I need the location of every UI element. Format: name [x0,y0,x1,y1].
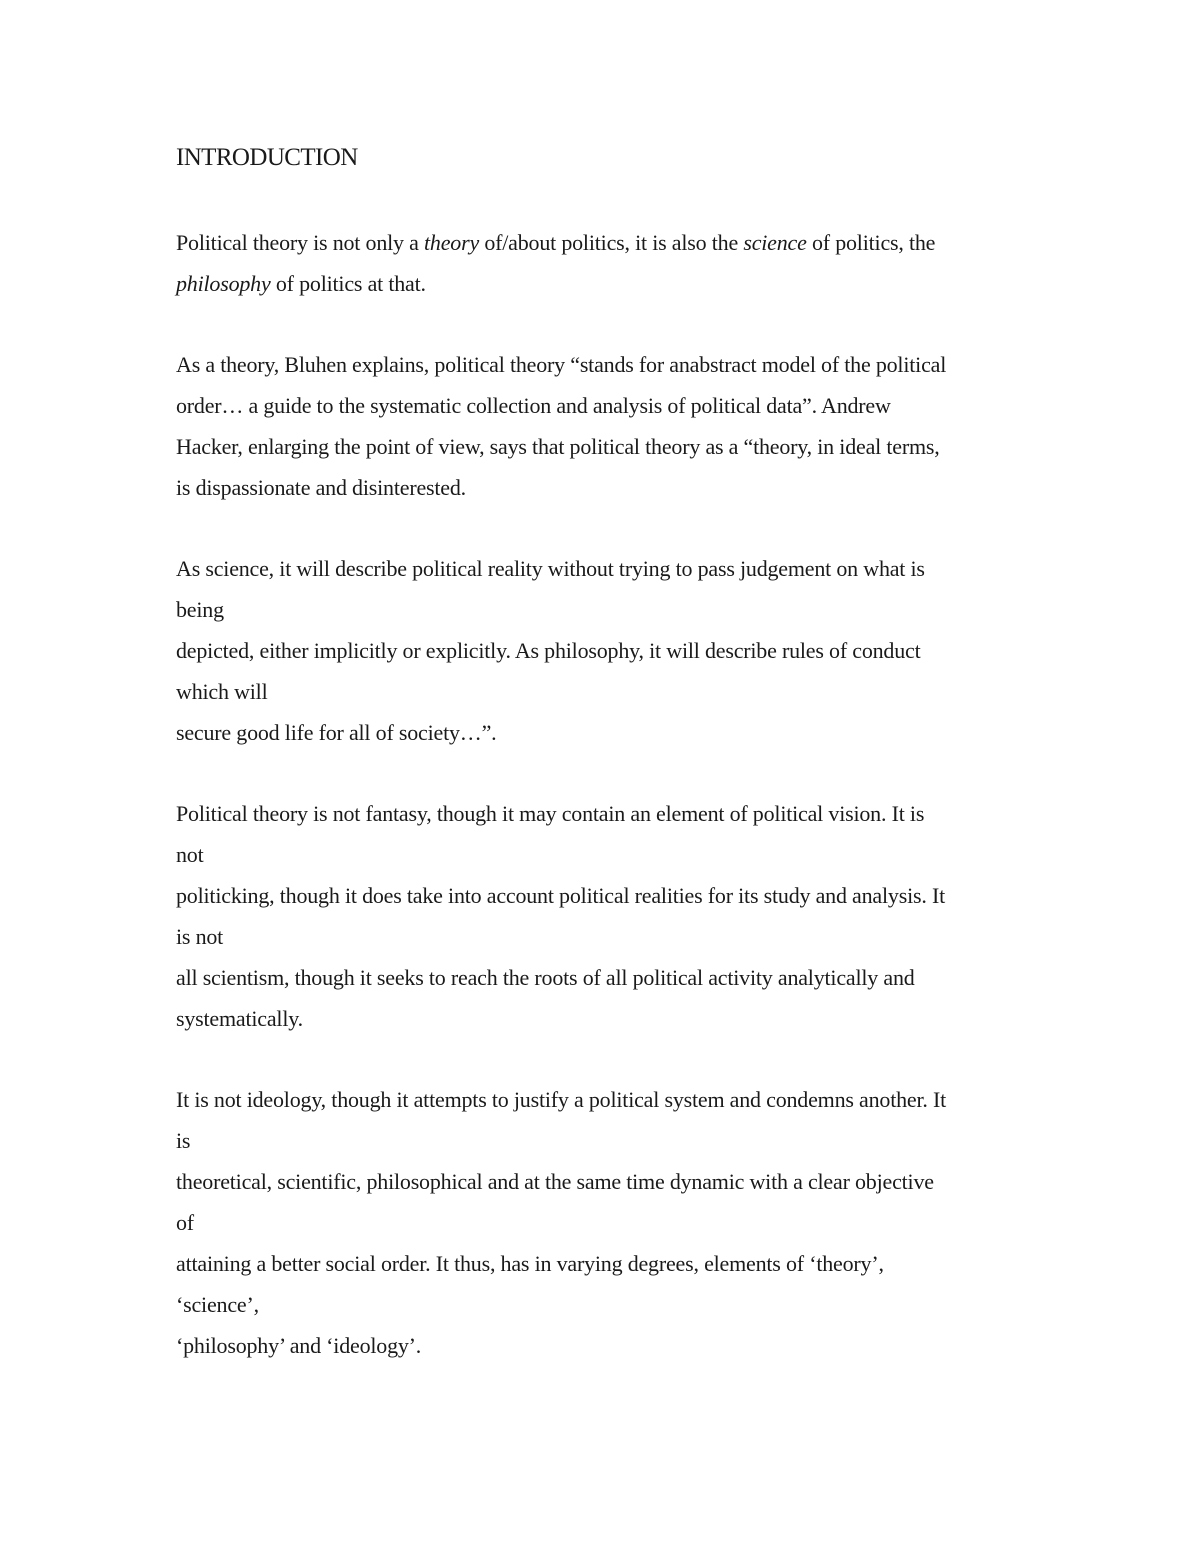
text-line: attaining a better social order. It thus, has in varying degrees, elements of ‘theory’, [176,1251,884,1276]
text-segment: of politics at that. [270,271,426,296]
text-line: which will [176,679,268,704]
text-segment: of politics, the [806,230,936,255]
text-line: is [176,1128,191,1153]
text-line: all scientism, though it seeks to reach the roots of all political activity analytically and [176,965,915,990]
text-segment: Political theory is not only a [176,230,424,255]
text-line: secure good life for all of society…”. [176,720,497,745]
paragraph-1 [176,222,1036,304]
paragraph-1-line-1 [176,222,1036,263]
paragraph-1-line-2 [176,263,1036,304]
text-line: is not [176,924,224,949]
emphasis-science: science [743,230,807,255]
paragraph-4 [176,793,1036,1039]
text-line: being [176,597,224,622]
emphasis-philosophy: philosophy [176,271,271,296]
text-line: As science, it will describe political reality without trying to pass judgement on what is [176,556,925,581]
text-line: Political theory is not fantasy, though it may contain an element of political vision. It is [176,801,925,826]
text-segment: of/about politics, it is also the [479,230,744,255]
paragraph-3 [176,548,1036,753]
text-line: As a theory, Bluhen explains, political theory “stands for anabstract model of the political [176,352,947,377]
text-line: not [176,842,204,867]
paragraph-5 [176,1079,1036,1366]
text-line: politicking, though it does take into account political realities for its study and analysis. It [176,883,945,908]
text-line: theoretical, scientific, philosophical and at the same time dynamic with a clear objective [176,1169,934,1194]
text-line: is dispassionate and disinterested. [176,475,466,500]
document-page [176,140,1036,1406]
text-line: ‘science’, [176,1292,259,1317]
page-title: INTRODUCTION [176,144,358,171]
text-line: ‘philosophy’ and ‘ideology’. [176,1333,422,1358]
text-line: depicted, either implicitly or explicitly. As philosophy, it will describe rules of conduct [176,638,921,663]
text-line: order… a guide to the systematic collection and analysis of political data”. Andrew [176,393,891,418]
text-line: of [176,1210,194,1235]
emphasis-theory: theory [424,230,480,255]
text-line: It is not ideology, though it attempts to justify a political system and condemns another. It [176,1087,947,1112]
text-line: Hacker, enlarging the point of view, says that political theory as a “theory, in ideal terms, [176,434,940,459]
text-line: systematically. [176,1006,303,1031]
paragraph-2 [176,344,1036,508]
